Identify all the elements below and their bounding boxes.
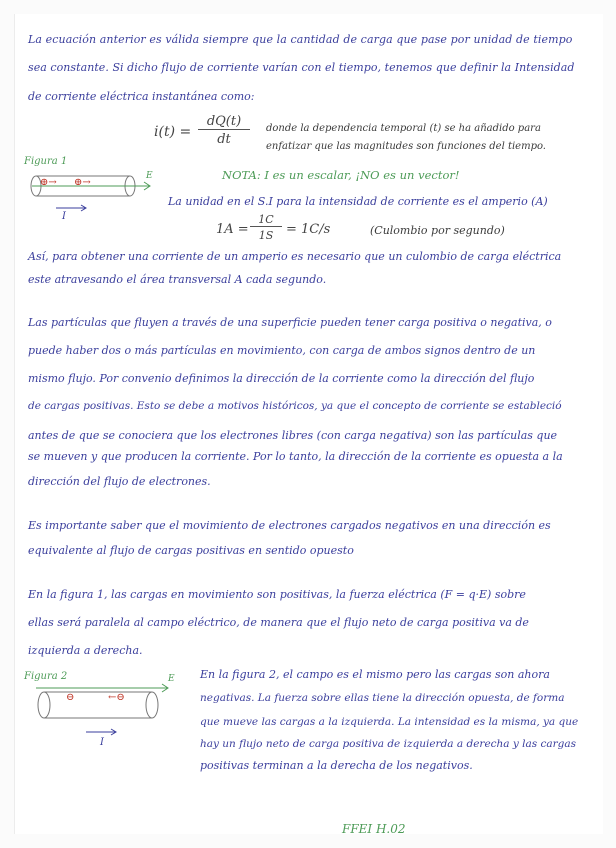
figure-1-charge-2: ⊕→: [74, 177, 91, 188]
paragraph-3-line-1: Las partículas que fluyen a través de una superficie pueden tener carga positiva o negativa, o: [28, 316, 552, 329]
paragraph-6-line-3: que mueve las cargas a la izquierda. La intensidad es la misma, ya que: [200, 716, 579, 728]
paragraph-1-line-3: de corriente eléctrica instantánea como:: [28, 90, 255, 103]
formula-i-denominator: dt: [217, 132, 231, 147]
paragraph-5-line-3: izquierda a derecha.: [28, 644, 143, 657]
paragraph-3-line-6: se mueven y que producen la corriente. Por lo tanto, la dirección de la corriente es opuesta a la: [28, 450, 563, 463]
paragraph-1-line-1: La ecuación anterior es válida siempre que la cantidad de carga que pase por unidad de tiempo: [28, 33, 573, 46]
paragraph-2-line-1: Así, para obtener una corriente de un amperio es necesario que un culombio de carga eléctrica: [28, 250, 562, 263]
paragraph-3-line-4: de cargas positivas. Esto se debe a motivos históricos, ya que el concepto de corriente se estableció: [28, 400, 562, 412]
unit-formula-numerator: 1C: [250, 213, 282, 227]
figure-2-e-label: E: [168, 674, 175, 684]
figure-2-charge-2: ←⊖: [108, 692, 125, 703]
formula-i-note-line-2: enfatizar que las magnitudes son funciones del tiempo.: [266, 141, 546, 152]
paragraph-5-line-1: En la figura 1, las cargas en movimiento son positivas, la fuerza eléctrica (F = q·E) sobre: [28, 588, 526, 601]
paragraph-6-line-2: negativas. La fuerza sobre ellas tiene la dirección opuesta, de forma: [200, 692, 565, 704]
figure-1-i-label: I: [62, 211, 66, 222]
paragraph-5-line-2: ellas será paralela al campo eléctrico, de manera que el flujo neto de carga positiva va de: [28, 616, 529, 629]
formula-i-note-line-1: donde la dependencia temporal (t) se ha añadido para: [266, 123, 541, 134]
figure-2-label: Figura 2: [24, 671, 68, 682]
unit-line: La unidad en el S.I para la intensidad de corriente es el amperio (A): [168, 195, 548, 208]
unit-formula-fraction: [250, 213, 282, 242]
nota-line: NOTA: I es un escalar, ¡NO es un vector!: [222, 168, 460, 182]
paragraph-3-line-3: mismo flujo. Por convenio definimos la dirección de la corriente como la dirección del flujo: [28, 372, 535, 385]
formula-i-lhs: i(t) =: [154, 124, 192, 140]
figure-2-wire-drawing: [26, 684, 176, 744]
figure-1-label: Figura 1: [24, 156, 68, 167]
page-footer-label: FFEI H.02: [342, 822, 406, 836]
formula-i-numerator: dQ(t): [198, 114, 250, 130]
paragraph-1-line-2: sea constante. Si dicho flujo de corriente varían con el tiempo, tenemos que definir la Intensidad: [28, 61, 575, 74]
figure-1-e-label: E: [146, 171, 153, 181]
paragraph-3-line-7: dirección del flujo de electrones.: [28, 475, 211, 488]
paragraph-3-line-5: antes de que se conociera que los electrones libres (con carga negativa) son las partículas que: [28, 429, 558, 442]
paragraph-4-line-1: Es importante saber que el movimiento de electrones cargados negativos en una dirección es: [28, 519, 551, 532]
paragraph-6-line-4: hay un flujo neto de carga positiva de izquierda a derecha y las cargas: [200, 738, 577, 750]
paragraph-3-line-2: puede haber dos o más partículas en movimiento, con carga de ambos signos dentro de un: [28, 344, 536, 357]
figure-2-i-label: I: [100, 737, 104, 748]
unit-formula-denominator: 1S: [258, 229, 274, 242]
unit-formula-lhs: 1A =: [216, 222, 249, 237]
paragraph-4-line-2: equivalente al flujo de cargas positivas en sentido opuesto: [28, 544, 354, 557]
paragraph-6-line-5: positivas terminan a la derecha de los negativos.: [200, 759, 473, 772]
paragraph-2-line-2: este atravesando el área transversal A cada segundo.: [28, 273, 327, 286]
paragraph-6-line-1: En la figura 2, el campo es el mismo pero las cargas son ahora: [200, 668, 550, 681]
figure-2-charge-1: ⊖: [66, 692, 75, 703]
unit-formula-note: (Culombio por segundo): [370, 224, 505, 237]
figure-1-charge-1: ⊕→: [40, 177, 57, 188]
unit-formula-rhs: = 1C/s: [286, 222, 331, 237]
formula-i-fraction: [198, 114, 250, 147]
